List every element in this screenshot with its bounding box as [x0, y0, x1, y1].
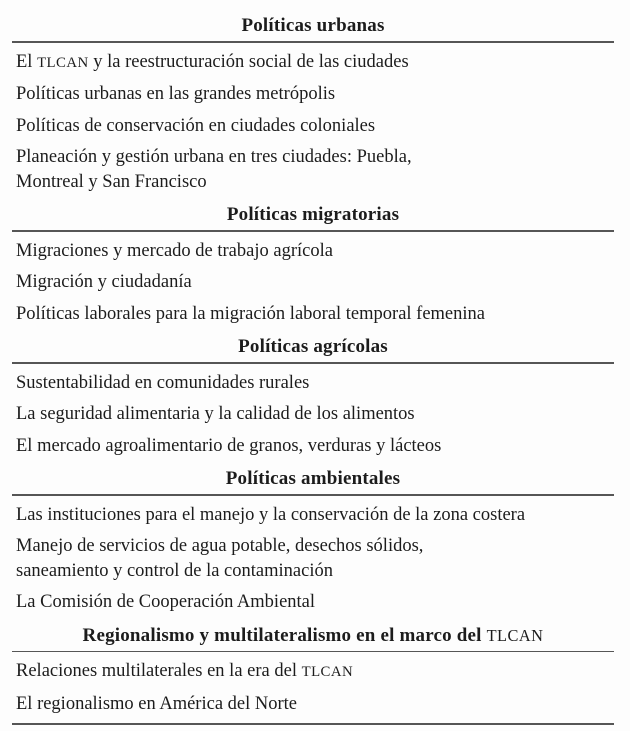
table-row: [12, 371, 614, 396]
header-rule: [12, 41, 614, 43]
policy-table: [12, 0, 614, 725]
text-segment: y la reestructuración social de las ciudades: [88, 51, 409, 72]
text-segment: La Comisión de Cooperación Ambiental: [16, 592, 316, 612]
text-segment: Políticas de conservación en ciudades coloniales: [16, 115, 376, 136]
table-row: [12, 434, 614, 459]
text-segment: Políticas urbanas: [241, 15, 385, 36]
text-segment: La seguridad alimentaria y la calidad de los alimentos: [16, 404, 415, 424]
header-rule: [12, 651, 614, 653]
text-segment: El mercado agroalimentario de granos, verduras y lácteos: [16, 435, 442, 456]
section-header: [12, 335, 614, 358]
text-segment: Montreal y San Francisco: [16, 171, 207, 192]
text-segment: Regionalismo y multilateralismo en el marco del: [82, 624, 487, 646]
text-segment: Las instituciones para el manejo y la conservación de la zona costera: [16, 504, 526, 525]
section-header: [12, 467, 614, 490]
table-row: [12, 239, 614, 264]
table-row: [12, 659, 614, 685]
table-row: [12, 50, 614, 76]
smallcaps-acronym: TLCAN: [301, 664, 354, 680]
table-row: [12, 114, 614, 139]
text-segment: Políticas migratorias: [226, 204, 400, 225]
table-row: [12, 692, 614, 717]
table-row: [12, 503, 614, 528]
text-segment: El: [16, 51, 38, 72]
section-header: [12, 624, 614, 647]
table-row: [12, 302, 614, 327]
text-segment: Relaciones multilaterales en la era del: [16, 661, 302, 681]
text-segment: Políticas laborales para la migración laboral temporal femenina: [16, 303, 485, 324]
text-segment: Migración y ciudadanía: [16, 272, 192, 292]
table-row: [12, 270, 614, 295]
table-row: [12, 402, 614, 427]
text-segment: Sustentabilidad en comunidades rurales: [16, 372, 310, 393]
section-header: [12, 14, 614, 37]
text-segment: Políticas agrícolas: [238, 336, 388, 357]
table-row: [12, 82, 614, 107]
text-segment: saneamiento y control de la contaminación: [16, 560, 333, 581]
text-segment: Planeación y gestión urbana en tres ciudades: Puebla,: [16, 147, 412, 167]
header-rule: [12, 362, 614, 364]
smallcaps-acronym: TLCAN: [37, 54, 89, 71]
bottom-rule: [12, 723, 614, 725]
table-sections: [12, 14, 614, 716]
section-header: [12, 203, 614, 226]
smallcaps-acronym: TLCAN: [486, 625, 544, 645]
header-rule: [12, 494, 614, 496]
text-segment: El regionalismo en América del Norte: [16, 693, 298, 714]
text-segment: Migraciones y mercado de trabajo agrícola: [16, 240, 333, 261]
text-segment: Manejo de servicios de agua potable, desechos sólidos,: [16, 536, 424, 556]
text-segment: Políticas urbanas en las grandes metrópolis: [16, 84, 336, 104]
table-row: [12, 534, 614, 583]
table-row: [12, 590, 614, 615]
header-rule: [12, 230, 614, 232]
table-row: [12, 145, 614, 194]
text-segment: Políticas ambientales: [225, 468, 401, 489]
